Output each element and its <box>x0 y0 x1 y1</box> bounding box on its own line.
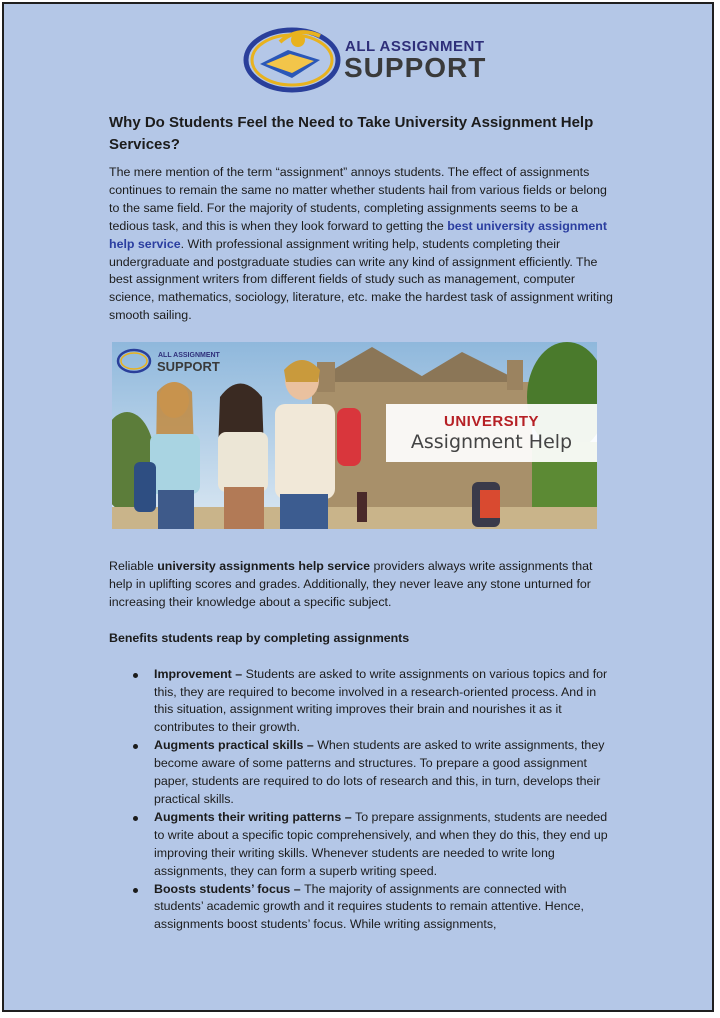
reliable-paragraph <box>109 558 614 612</box>
intro-text-after-link: . With professional assignment writing help, students completing their undergraduate and postgraduate studies can write any kind of assignment efficiently. The best assignment writers from different fields of study such as management, computer science, mathematics, sociology, literature, etc. make the hardest task of assignment writing smooth sailing. <box>109 236 613 323</box>
article-body <box>109 558 614 934</box>
bullet-title: Improvement – <box>154 666 246 681</box>
document-page <box>2 2 714 1012</box>
logo-emblem-icon <box>240 20 350 96</box>
hero-logo-text-top: ALL ASSIGNMENT <box>158 352 220 359</box>
intro-paragraph <box>109 164 614 325</box>
logo-text-bottom: SUPPORT <box>344 52 487 83</box>
benefits-subheading: Benefits students reap by completing assignments <box>109 630 410 645</box>
brand-logo <box>240 20 490 96</box>
bullet-text: To prepare assignments, students are needed to write about a specific topic comprehensively, and when they do this, they end up improving their writing skills. Whenever students are needed to write long assignments, they can form a superb writing speed. <box>154 809 608 878</box>
hero-logo-text-bottom: SUPPORT <box>157 359 220 374</box>
list-item <box>109 881 614 935</box>
list-item <box>109 737 614 809</box>
reliable-bold-phrase: university assignments help service <box>157 559 371 573</box>
service-link[interactable]: best university assignment help service <box>109 218 607 251</box>
hero-banner-subtitle: Assignment Help <box>410 431 573 453</box>
intro-text-before-link: The mere mention of the term “assignment” annoys students. The effect of assignments continues to remain the same no matter whether students hail from various fields or belong to the same field. For the majority of students, completing assignments seems to be a tedious task, and this is when they look forward to getting the <box>109 165 607 233</box>
bullet-text: Students are asked to write assignments on various topics and for this, they are required to become involved in a research-oriented process. And in this situation, assignment writing improves their brain and nourishes it as it contributes to their growth. <box>154 666 608 735</box>
logo-text-top: ALL ASSIGNMENT <box>345 38 485 55</box>
bullet-text: When students are asked to write assignments, they become aware of some patterns and structures. To prepare a good assignment paper, students are required to do lots of research and this, in turn, develops their practical skills. <box>154 738 605 806</box>
bullet-title: Augments their writing patterns – <box>154 809 356 824</box>
bullet-text: The majority of assignments are connected with students’ academic growth and it requires students to remain attentive. Hence, assignments boost students’ focus. While writing assignments, <box>154 881 584 932</box>
list-item <box>109 809 614 881</box>
list-item <box>109 666 614 738</box>
bullet-title: Augments practical skills – <box>154 738 318 753</box>
reliable-text-before: Reliable <box>109 559 158 573</box>
benefits-list <box>109 666 614 935</box>
hero-banner-title: UNIVERSITY <box>443 413 539 430</box>
article-heading: Why Do Students Feel the Need to Take University Assignment Help Services? <box>109 114 594 153</box>
article-intro <box>109 112 614 325</box>
bullet-title: Boosts students’ focus – <box>154 881 305 896</box>
hero-image <box>112 342 597 529</box>
hero-banner <box>386 404 597 462</box>
reliable-text-after: providers always write assignments that help in uplifting scores and grades. Additionally, they never leave any stone unturned for increasing their knowledge about a specific subject. <box>109 559 593 609</box>
